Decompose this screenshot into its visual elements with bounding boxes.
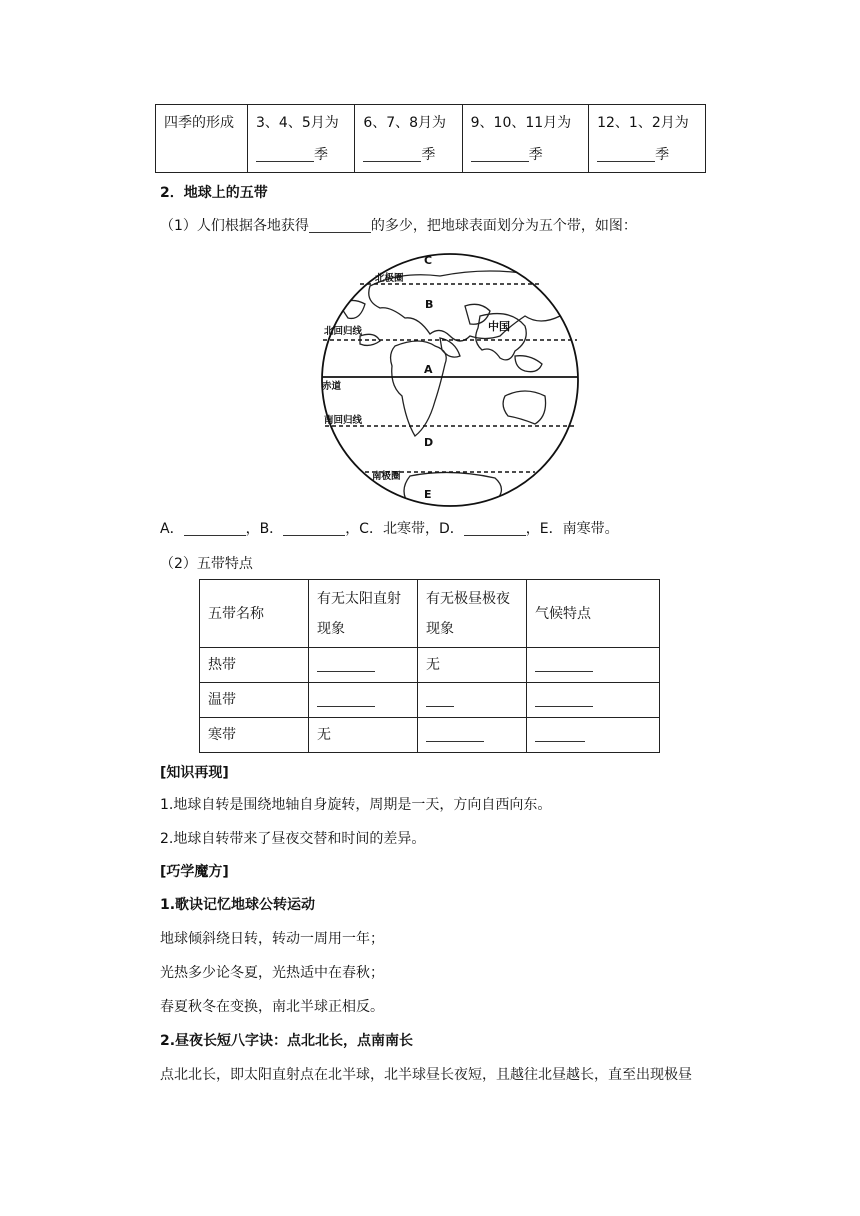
answer-blank-b[interactable] — [283, 521, 345, 536]
season-months: 9、10、11月为 — [470, 115, 572, 131]
season-months: 6、7、8月为 — [363, 115, 447, 131]
tips-line: 点北北长，即太阳直射点在北半球，北半球昼长夜短，且越往北昼越长，直至出现极昼 — [160, 1067, 692, 1083]
tips-title: [巧学魔方] — [160, 864, 229, 880]
answer-blank[interactable] — [309, 218, 371, 233]
answer-blank[interactable] — [597, 147, 655, 162]
season-cell — [589, 105, 706, 173]
answer-blank[interactable] — [256, 147, 314, 162]
continent-outline — [503, 391, 545, 424]
season-cell — [248, 105, 355, 173]
zone-label-a: A — [424, 363, 433, 376]
zone-label-d: D — [424, 436, 434, 449]
zone-table — [199, 579, 660, 753]
answer-blank[interactable] — [535, 727, 585, 742]
zone-cell: 无 — [418, 648, 527, 683]
answer-blank[interactable] — [535, 692, 593, 707]
zone-name: 热带 — [200, 648, 309, 683]
tropic-capricorn-label: 南回归线 — [324, 415, 363, 426]
question-2-title: （2）五带特点 — [160, 556, 253, 572]
season-cell — [462, 105, 588, 173]
season-months: 12、1、2月为 — [597, 115, 689, 131]
answer-line: A． ，B． ，C．北寒带，D． ，E．南寒带。 — [160, 521, 619, 537]
continent-outline — [515, 356, 542, 372]
tips-subtitle: 2.昼夜长短八字诀：点北北长，点南南长 — [160, 1033, 414, 1049]
answer-blank[interactable] — [535, 657, 593, 672]
continent-outline — [391, 341, 447, 436]
answer-blank[interactable] — [471, 147, 529, 162]
season-suffix: 季 — [314, 147, 328, 163]
zone-header: 五带名称 — [200, 580, 309, 648]
globe-outline — [322, 254, 578, 506]
season-months: 3、4、5月为 — [256, 115, 339, 131]
zone-label-c: C — [424, 254, 433, 267]
five-zones-map — [310, 246, 590, 514]
tips-line: 地球倾斜绕日转，转动一周用一年； — [160, 931, 384, 947]
answer-blank[interactable] — [363, 147, 421, 162]
knowledge-item: 2.地球自转带来了昼夜交替和时间的差异。 — [160, 831, 426, 847]
answer-blank-d[interactable] — [464, 521, 526, 536]
zone-label-b: B — [425, 298, 434, 311]
answer-blank[interactable] — [317, 657, 375, 672]
answer-blank[interactable] — [426, 727, 484, 742]
zone-label-e: E — [424, 488, 432, 501]
season-suffix: 季 — [421, 147, 436, 163]
antarctic-circle-label: 南极圈 — [372, 471, 401, 482]
answer-blank[interactable] — [426, 692, 454, 707]
arctic-circle-label: 北极圈 — [375, 273, 404, 284]
china-label: 中国 — [488, 320, 510, 333]
zone-header: 气候特点 — [527, 580, 660, 648]
knowledge-title: [知识再现] — [160, 765, 229, 781]
season-suffix: 季 — [528, 147, 543, 163]
continent-outline — [360, 334, 380, 345]
season-table-header: 四季的形成 — [156, 105, 248, 173]
equator-label: 赤道 — [322, 381, 342, 392]
zone-header: 有无太阳直射 现象 — [309, 580, 418, 648]
tips-line: 春夏秋冬在变换，南北半球正相反。 — [160, 999, 384, 1015]
answer-blank-a[interactable] — [184, 521, 246, 536]
zone-name: 寒带 — [200, 718, 309, 753]
knowledge-item: 1.地球自转是围绕地轴自身旋转，周期是一天，方向自西向东。 — [160, 797, 552, 813]
season-table — [155, 104, 706, 173]
section-title: 2．地球上的五带 — [160, 185, 268, 201]
season-cell — [355, 105, 462, 173]
tropic-cancer-label: 北回归线 — [324, 326, 363, 337]
zone-name: 温带 — [200, 683, 309, 718]
question-1: （1）人们根据各地获得 的多少，把地球表面划分为五个带，如图： — [160, 218, 637, 234]
season-suffix: 季 — [655, 147, 670, 163]
zone-header: 有无极昼极夜 现象 — [418, 580, 527, 648]
zone-cell: 无 — [309, 718, 418, 753]
tips-line: 光热多少论冬夏，光热适中在春秋； — [160, 965, 384, 981]
answer-blank[interactable] — [317, 692, 375, 707]
tips-subtitle: 1.歌诀记忆地球公转运动 — [160, 897, 316, 913]
